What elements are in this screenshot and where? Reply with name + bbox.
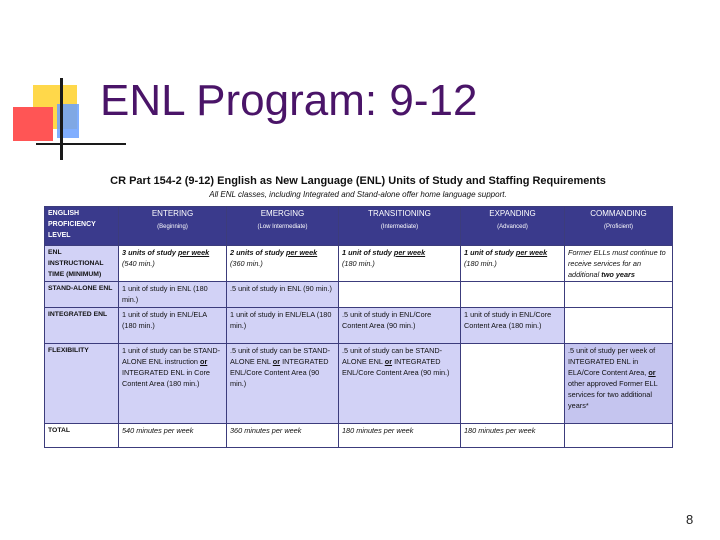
cell-text: INTEGRATED ENL/Core Content Area (90 min.): [342, 357, 450, 377]
cell-text: .5 unit of study per week of INTEGRATED ENL in ELA/Core Content Area,: [568, 346, 656, 377]
table-cell: 1 unit of study in ENL/Core Content Area (180 min.): [461, 308, 565, 344]
cell-or: or: [200, 357, 208, 366]
table-cell: [565, 344, 673, 424]
cell-text: INTEGRATED ENL/Core Content Area (90 min.): [230, 357, 329, 388]
cell-text: other approved Former ELL services for two additional years*: [568, 379, 658, 410]
table-cell: 1 unit of study in ENL/ELA (180 min.): [119, 308, 227, 344]
cell-text: INTEGRATED ENL in Core Content Area (180 min.): [122, 368, 210, 388]
table-cell: [565, 246, 673, 282]
level-name: EXPANDING: [489, 209, 536, 218]
level-name: COMMANDING: [590, 209, 647, 218]
slide-title: ENL Program: 9-12: [100, 76, 478, 125]
decorative-horizontal-line: [36, 143, 126, 145]
level-sub: (Intermediate): [380, 224, 419, 230]
header-transitioning: [339, 207, 461, 246]
header-expanding: [461, 207, 565, 246]
header-emerging: [227, 207, 339, 246]
cell-minutes: (540 min.): [122, 259, 155, 268]
table-cell: [339, 246, 461, 282]
table-row-flexibility: [45, 344, 673, 424]
table-cell: [461, 246, 565, 282]
cell-unit: per week: [177, 248, 210, 257]
row-label: INTEGRATED ENL: [45, 308, 119, 344]
row-label: ENL INSTRUCTIONAL TIME (MINIMUM): [45, 246, 119, 282]
cell-unit: per week: [515, 248, 548, 257]
row-label: TOTAL: [45, 424, 119, 448]
level-name: ENTERING: [151, 209, 194, 218]
cell-minutes: (360 min.): [230, 259, 263, 268]
level-sub: (Proficient): [603, 224, 633, 230]
decorative-red-square: [13, 107, 53, 141]
table-cell-empty: [565, 282, 673, 308]
cell-count: 1 unit of study: [342, 248, 392, 257]
cell-text: .5 unit of study can be STAND-ALONE ENL: [342, 346, 443, 366]
table-cell: [119, 344, 227, 424]
table-cell-empty: [461, 282, 565, 308]
table-cell: 360 minutes per week: [227, 424, 339, 448]
page-number: 8: [686, 512, 694, 527]
table-cell-empty: [339, 282, 461, 308]
table-row-total: [45, 424, 673, 448]
cell-count: 3 units of study: [122, 248, 176, 257]
level-sub: (Advanced): [497, 224, 528, 230]
cell-text: 1 unit of study can be STAND-ALONE ENL instruction: [122, 346, 221, 366]
table-row-stand-alone: [45, 282, 673, 308]
enl-requirements-table: [44, 206, 673, 448]
cell-unit: per week: [285, 248, 318, 257]
table-cell: .5 unit of study in ENL/Core Content Area (90 min.): [339, 308, 461, 344]
cell-count: 2 units of study: [230, 248, 284, 257]
table-cell: 1 unit of study in ENL/ELA (180 min.): [227, 308, 339, 344]
table-cell-empty: [565, 424, 673, 448]
table-cell: 180 minutes per week: [339, 424, 461, 448]
table-cell: [339, 344, 461, 424]
table-cell: 1 unit of study in ENL (180 min.): [119, 282, 227, 308]
table-cell-empty: [461, 344, 565, 424]
table-cell: [227, 344, 339, 424]
corner-header: ENGLISH PROFICIENCY LEVEL: [45, 207, 119, 246]
decorative-vertical-line: [60, 78, 63, 160]
level-name: EMERGING: [260, 209, 305, 218]
table-cell-empty: [565, 308, 673, 344]
table-header-row: [45, 207, 673, 246]
row-label: FLEXIBILITY: [45, 344, 119, 424]
cell-minutes: (180 min.): [464, 259, 497, 268]
cell-emphasis: two years: [601, 270, 635, 279]
table-row-instructional-time: [45, 246, 673, 282]
row-label: STAND-ALONE ENL: [45, 282, 119, 308]
cell-count: 1 unit of study: [464, 248, 514, 257]
level-sub: (Low Intermediate): [257, 224, 308, 230]
cell-or: or: [384, 357, 393, 366]
cell-minutes: (180 min.): [342, 259, 375, 268]
table-row-integrated: [45, 308, 673, 344]
table-cell: 180 minutes per week: [461, 424, 565, 448]
table-cell: 540 minutes per week: [119, 424, 227, 448]
header-commanding: [565, 207, 673, 246]
table-title: CR Part 154-2 (9-12) English as New Language (ENL) Units of Study and Staffing Requirements: [110, 175, 606, 187]
level-name: TRANSITIONING: [368, 209, 431, 218]
cell-unit: per week: [393, 248, 426, 257]
table-cell: [119, 246, 227, 282]
table-cell: .5 unit of study in ENL (90 min.): [227, 282, 339, 308]
cell-or: or: [648, 368, 656, 377]
cell-or: or: [272, 357, 281, 366]
table-cell: [227, 246, 339, 282]
table-subtitle: All ENL classes, including Integrated and Stand-alone offer home language support.: [209, 190, 507, 199]
level-sub: (Beginning): [157, 224, 188, 230]
header-entering: [119, 207, 227, 246]
cell-text: Former ELLs must continue to receive services for an additional: [568, 248, 666, 279]
cell-text: .5 unit of study can be STAND-ALONE ENL: [230, 346, 331, 366]
